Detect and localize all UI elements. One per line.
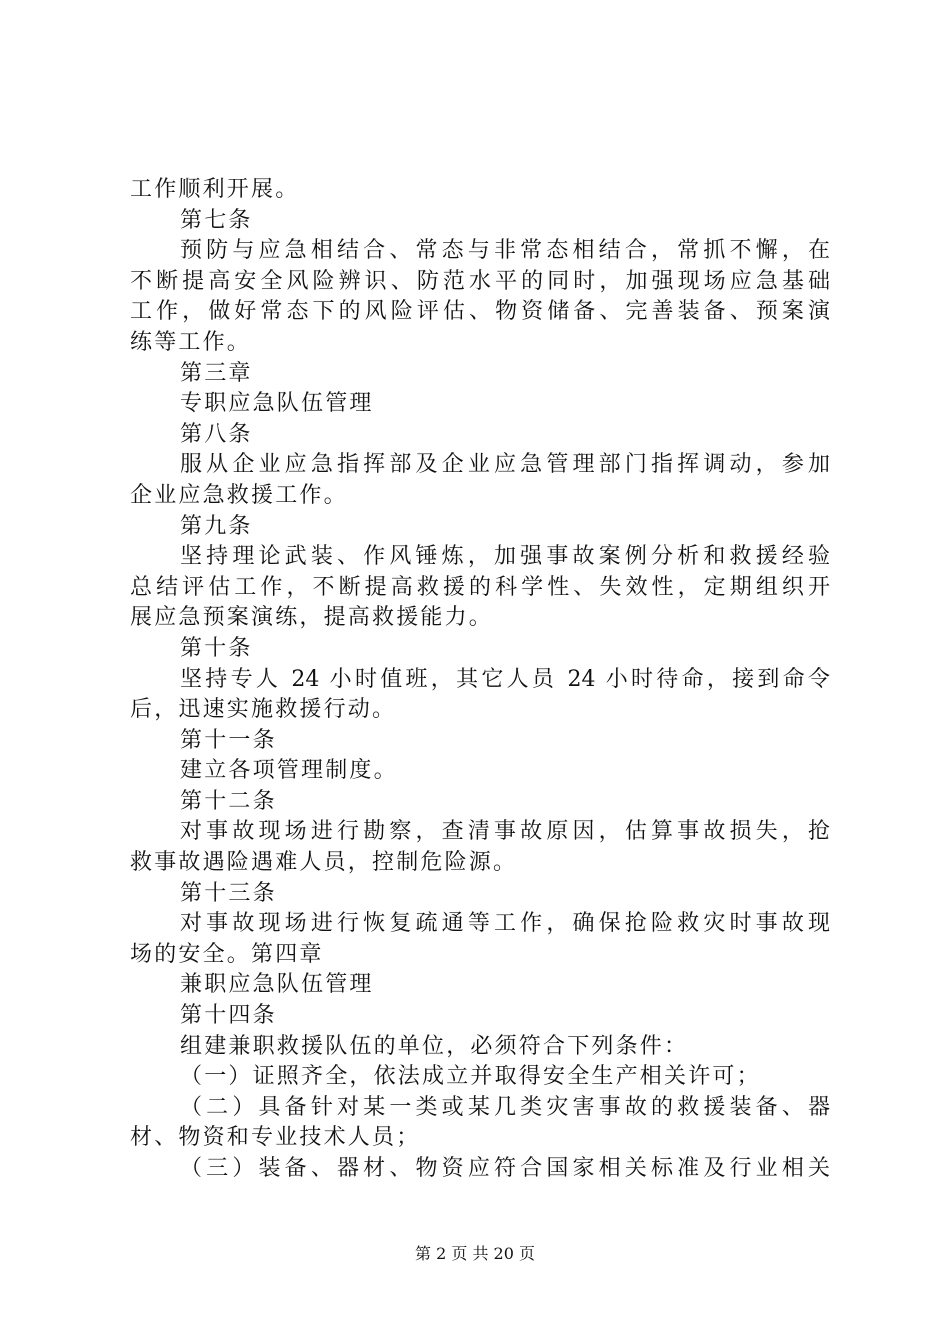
text-line: 第十条 — [180, 635, 253, 661]
text-line: 建立各项管理制度。 — [180, 758, 398, 784]
text-line: 预防与应急相结合、常态与非常态相结合，常抓不懈，在 — [180, 238, 830, 264]
text-line: 兼职应急队伍管理 — [180, 972, 374, 998]
text-line: 不断提高安全风险辨识、防范水平的同时，加强现场应急基础 — [130, 268, 830, 294]
text-line: 场的安全。第四章 — [130, 941, 324, 967]
text-line: 对事故现场进行恢复疏通等工作，确保抢险救灾时事故现 — [180, 911, 830, 937]
text-line: 工作顺利开展。 — [130, 177, 300, 202]
text-line: 服从企业应急指挥部及企业应急管理部门指挥调动，参加 — [180, 452, 830, 478]
text-line: （二）具备针对某一类或某几类灾害事故的救援装备、器 — [180, 1094, 830, 1120]
text-line: （一）证照齐全，依法成立并取得安全生产相关许可； — [180, 1064, 761, 1090]
text-line: 第十一条 — [180, 727, 277, 753]
text-line: 材、物资和专业技术人员； — [130, 1125, 421, 1151]
text-line: 专职应急队伍管理 — [180, 391, 374, 417]
text-line: 组建兼职救援队伍的单位，必须符合下列条件： — [180, 1033, 689, 1059]
text-line: 工作，做好常态下的风险评估、物资储备、完善装备、预案演 — [130, 299, 830, 325]
text-line: 企业应急救援工作。 — [130, 482, 348, 508]
text-line: 后，迅速实施救援行动。 — [130, 697, 397, 723]
text-line: 对事故现场进行勘察，查清事故原因，估算事故损失，抢 — [180, 819, 830, 845]
text-line: （三）装备、器材、物资应符合国家相关标准及行业相关 — [180, 1156, 830, 1181]
page-footer: 第 2 页 共 20 页 — [415, 1244, 535, 1263]
text-line: 第十二条 — [180, 788, 277, 814]
text-line: 坚持专人 24 小时值班，其它人员 24 小时待命，接到命令 — [180, 666, 830, 692]
text-line: 第十四条 — [180, 1003, 277, 1029]
document-body — [130, 175, 830, 1185]
text-line: 第八条 — [180, 421, 253, 447]
text-line: 第七条 — [180, 207, 253, 233]
text-line: 第十三条 — [180, 880, 277, 906]
text-line: 救事故遇险遇难人员，控制危险源。 — [130, 850, 518, 876]
text-line: 坚持理论武装、作风锤炼，加强事故案例分析和救援经验 — [180, 544, 830, 570]
text-line: 第九条 — [180, 513, 253, 539]
text-line: 第三章 — [180, 360, 253, 386]
text-line: 练等工作。 — [130, 329, 252, 355]
text-line: 总结评估工作，不断提高救援的科学性、失效性，定期组织开 — [130, 574, 830, 600]
text-line: 展应急预案演练，提高救援能力。 — [130, 605, 494, 631]
